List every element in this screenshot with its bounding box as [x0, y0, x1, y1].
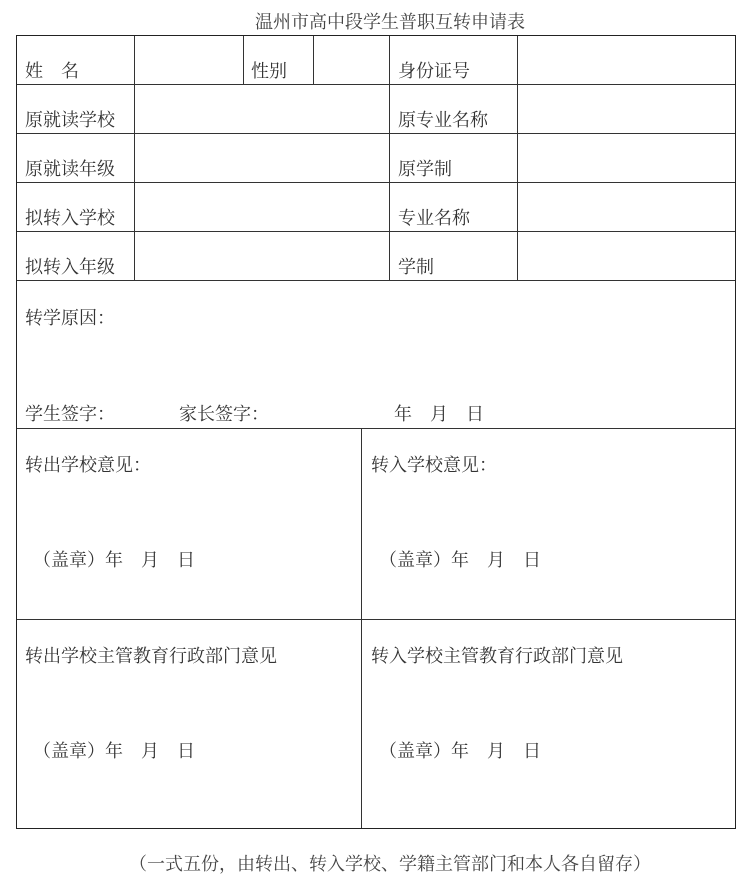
orig-school-field[interactable] [135, 85, 389, 133]
gender-label: 性别 [251, 61, 287, 82]
reason-date: 年 月 日 [394, 404, 484, 425]
id-number-field[interactable] [518, 36, 735, 84]
reason-field[interactable] [25, 332, 725, 392]
section-divider [17, 280, 735, 281]
orig-grade-field[interactable] [135, 134, 389, 182]
id-number-label: 身份证号 [398, 61, 470, 82]
col-divider [389, 36, 390, 280]
new-grade-label: 拟转入年级 [25, 257, 115, 278]
orig-school-label: 原就读学校 [25, 110, 115, 131]
out-admin-seal: （盖章）年 月 日 [33, 741, 195, 762]
orig-grade-label: 原就读年级 [25, 159, 115, 180]
in-admin-opinion-label: 转入学校主管教育行政部门意见 [371, 646, 623, 667]
application-form [16, 35, 736, 829]
orig-length-field[interactable] [518, 134, 735, 182]
out-school-seal: （盖章）年 月 日 [33, 550, 195, 571]
orig-length-label: 原学制 [398, 159, 452, 180]
new-length-label: 学制 [398, 257, 434, 278]
col-divider [243, 36, 244, 84]
new-length-field[interactable] [518, 232, 735, 280]
in-school-opinion-label: 转入学校意见： [371, 455, 497, 476]
reason-label: 转学原因： [25, 308, 115, 329]
section-divider [17, 619, 735, 620]
student-signature-label: 学生签字： [25, 404, 115, 425]
name-field[interactable] [135, 36, 243, 84]
name-label: 姓 名 [25, 61, 79, 82]
orig-major-label: 原专业名称 [398, 110, 488, 131]
out-school-opinion-label: 转出学校意见： [25, 455, 151, 476]
in-admin-seal: （盖章）年 月 日 [379, 741, 541, 762]
parent-signature-label: 家长签字： [179, 404, 269, 425]
section-divider [17, 428, 735, 429]
new-grade-field[interactable] [135, 232, 389, 280]
new-major-field[interactable] [518, 183, 735, 231]
footer-note: （一式五份，由转出、转入学校、学籍主管部门和本人各自留存） [129, 854, 651, 875]
new-major-label: 专业名称 [398, 208, 470, 229]
new-school-label: 拟转入学校 [25, 208, 115, 229]
form-title: 温州市高中段学生普职互转申请表 [255, 12, 525, 33]
orig-major-field[interactable] [518, 85, 735, 133]
out-admin-opinion-label: 转出学校主管教育行政部门意见 [25, 646, 277, 667]
new-school-field[interactable] [135, 183, 389, 231]
in-school-seal: （盖章）年 月 日 [379, 550, 541, 571]
gender-field[interactable] [314, 36, 389, 84]
col-divider [361, 428, 362, 828]
